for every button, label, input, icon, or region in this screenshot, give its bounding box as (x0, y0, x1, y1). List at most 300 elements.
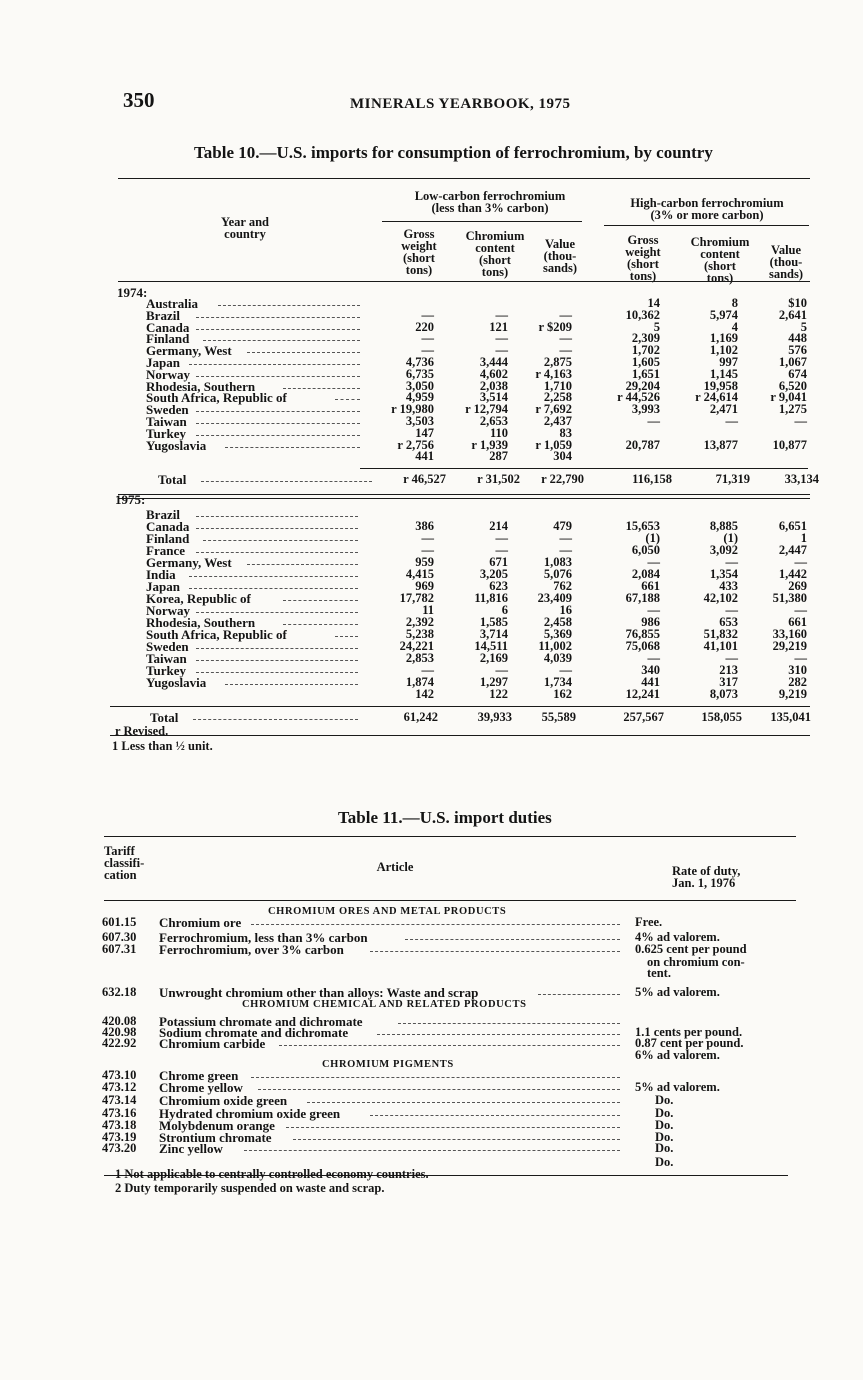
table-cell: 282 (788, 675, 807, 689)
article-name: Chromium ore (159, 915, 242, 930)
table10-high-carbon-header: High-carbon ferrochromium (3% or more carbon) (630, 196, 784, 222)
country-name: South Africa, Republic of (146, 390, 287, 406)
table-row (146, 331, 816, 347)
table-row (146, 531, 816, 544)
duty-rate: Do. (655, 1093, 674, 1107)
table-cell: — (794, 651, 807, 665)
table-row (146, 543, 816, 556)
table-cell: 661 (641, 579, 660, 593)
table-cell: 162 (553, 687, 572, 701)
table-cell: 2,437 (543, 414, 572, 428)
duty-rate: on chromium con- (647, 955, 745, 969)
table-row (102, 1141, 822, 1154)
tariff-code: 601.15 (102, 915, 137, 929)
table-cell: 2,641 (778, 307, 807, 322)
article-name: Chromium oxide green (159, 1093, 288, 1108)
table-cell: 15,653 (625, 519, 660, 533)
table-row (102, 1106, 822, 1119)
table-cell: 1,354 (709, 567, 738, 581)
dot-leader (307, 1102, 620, 1103)
table-cell: — (559, 343, 572, 358)
dot-leader (279, 1045, 620, 1046)
dot-leader (258, 1089, 620, 1090)
dot-leader (196, 612, 358, 613)
table-row (146, 591, 816, 604)
tariff-code: 422.92 (102, 1036, 137, 1050)
table-row (146, 603, 816, 616)
table10-total-1975-rule (110, 706, 810, 707)
table-cell: — (725, 651, 738, 665)
table-cell: 317 (719, 675, 738, 689)
article-name: Chrome green (159, 1068, 239, 1083)
table-cell: — (495, 307, 508, 322)
table11-header-rule (104, 900, 796, 901)
country-name: France (146, 543, 185, 558)
table-row (150, 710, 820, 723)
table-cell: r 9,041 (770, 390, 807, 405)
table-row (102, 1080, 822, 1093)
dot-leader (193, 719, 359, 720)
country-name: Turkey (146, 663, 186, 678)
duty-rate: 5% ad valorem. (635, 1080, 720, 1094)
table-cell: 1,605 (631, 355, 660, 369)
table-row (146, 519, 816, 532)
table-cell: r 19,980 (391, 402, 434, 417)
table-row (146, 343, 816, 359)
table-cell: 674 (788, 366, 807, 381)
table10-total-1974-rule (360, 468, 808, 469)
dot-leader (335, 636, 359, 637)
table-cell: 653 (719, 615, 738, 629)
dot-leader (225, 684, 358, 685)
table-cell: 14 (647, 296, 660, 310)
table-cell: 5,238 (405, 627, 434, 641)
country-name: Germany, West (146, 555, 232, 570)
table-row (146, 296, 816, 309)
table-row (146, 379, 816, 392)
table-cell: 67,188 (625, 591, 660, 605)
country-name: Sweden (146, 639, 189, 654)
table-cell: 5 (800, 319, 807, 334)
table-cell: (1) (723, 531, 738, 545)
dot-leader (189, 588, 359, 589)
dot-leader (247, 352, 360, 353)
table-cell: 61,242 (403, 710, 438, 724)
table10-header-rule (118, 281, 810, 282)
table11-col-tariff: Tariff classifi- cation (104, 844, 145, 882)
table11-col-article: Article (376, 860, 414, 874)
table-cell: 386 (415, 519, 434, 533)
table-cell: 214 (489, 519, 508, 533)
table-cell: — (495, 331, 508, 346)
tariff-code: 473.16 (102, 1106, 137, 1120)
article-name: Ferrochromium, less than 3% carbon (159, 930, 368, 945)
dot-leader (196, 552, 358, 553)
table-cell: 433 (719, 579, 738, 593)
table11-title: Table 11.—U.S. import duties (338, 808, 552, 827)
article-name: Sodium chromate and dichromate (159, 1025, 349, 1040)
duty-rate: 0.87 cent per pound. (635, 1036, 744, 1050)
table-row (102, 930, 822, 943)
dot-leader (203, 340, 360, 341)
table-cell: 5,369 (543, 627, 572, 641)
country-name: Sweden (146, 402, 189, 418)
dot-leader (244, 1150, 620, 1151)
table-cell: 762 (553, 579, 572, 593)
dot-leader (196, 435, 360, 436)
table-cell: 39,933 (477, 710, 512, 724)
table-cell: 71,319 (715, 472, 750, 486)
dot-leader (196, 528, 358, 529)
table-cell: 41,101 (703, 639, 738, 653)
dot-leader (196, 376, 360, 377)
table-cell: 158,055 (701, 710, 742, 724)
table11-col-rate: Rate of duty, Jan. 1, 1976 (672, 864, 741, 890)
table10-footnote-1: 1 Less than ½ unit. (112, 739, 213, 753)
country-name: Brazil (146, 507, 180, 522)
country-name: Germany, West (146, 343, 232, 359)
table-cell: 5,974 (709, 307, 738, 322)
dot-leader (196, 648, 358, 649)
table-cell: — (559, 663, 572, 677)
table-cell: — (495, 663, 508, 677)
table10-col-value-low: Value (thou- sands) (542, 237, 578, 275)
dot-leader (225, 447, 360, 448)
country-name: Yugoslavia (146, 675, 207, 690)
table-cell: 441 (415, 449, 434, 464)
tariff-code: 420.98 (102, 1025, 137, 1039)
table-cell: 19,958 (703, 378, 738, 393)
table-cell: 3,092 (709, 543, 738, 557)
country-name: Rhodesia, Southern (146, 615, 256, 630)
table-cell: $10 (788, 296, 807, 310)
dot-leader (218, 305, 360, 306)
table-cell: r 31,502 (477, 472, 520, 486)
table-row (146, 449, 816, 462)
table10-col-value-high: Value (thou- sands) (768, 243, 804, 281)
table-cell: 5 (653, 319, 660, 334)
table-cell: 29,219 (772, 639, 807, 653)
table-row (102, 966, 822, 979)
duty-rate: Do. (655, 1118, 674, 1132)
table11-footnote-1: 1 Not applicable to centrally controlled economy countries. (115, 1167, 429, 1181)
duty-rate: 5% ad valorem. (635, 985, 720, 999)
duty-rate: 4% ad valorem. (635, 930, 720, 944)
table10-col-chrom-low: Chromium content (short tons) (465, 229, 525, 279)
dot-leader (196, 411, 360, 412)
table-cell: 2,169 (479, 651, 508, 665)
table-cell: 6,651 (778, 519, 807, 533)
table-cell: 76,855 (625, 627, 660, 641)
table-row (146, 567, 816, 580)
table-cell: 1,145 (709, 366, 738, 381)
table-cell: 1,702 (631, 343, 660, 358)
country-name: Yugoslavia (146, 437, 207, 453)
table-cell: 576 (788, 343, 807, 358)
country-name: Rhodesia, Southern (146, 378, 256, 394)
dot-leader (370, 951, 620, 952)
table-cell: — (495, 543, 508, 557)
dot-leader (293, 1139, 620, 1140)
article-name: Molybdenum orange (159, 1118, 275, 1133)
table-cell: 6 (501, 603, 508, 617)
table10-title: Table 10.—U.S. imports for consumption of ferrochromium, by country (194, 143, 713, 162)
table-row (146, 507, 816, 520)
running-head: MINERALS YEARBOOK, 1975 (350, 96, 571, 112)
dot-leader (196, 672, 358, 673)
table-cell: — (421, 331, 434, 346)
table-row (102, 942, 822, 955)
table-cell: 213 (719, 663, 738, 677)
table11-section-pigments: CHROMIUM PIGMENTS (322, 1059, 454, 1070)
table-cell: — (647, 603, 660, 617)
table-cell: 1,083 (543, 555, 572, 569)
tariff-code: 473.19 (102, 1130, 137, 1144)
country-name: Norway (146, 366, 191, 382)
table-cell: 1,651 (631, 366, 660, 381)
country-name: Japan (146, 355, 180, 370)
table10-low-carbon-header: Low-carbon ferrochromium (less than 3% carbon) (414, 189, 566, 215)
table-cell: 33,160 (772, 627, 807, 641)
table-cell: 17,782 (399, 591, 434, 605)
table-cell: 220 (415, 319, 434, 334)
table-cell: 6,735 (405, 366, 434, 381)
table-cell: — (559, 331, 572, 346)
table-cell: 4,959 (405, 390, 434, 405)
dot-leader (196, 516, 358, 517)
table-row (146, 579, 816, 592)
table-cell: r 24,614 (695, 390, 738, 405)
table-cell: 448 (788, 331, 807, 346)
table11-footnote-2: 2 Duty temporarily suspended on waste and scrap. (115, 1181, 385, 1195)
table10-col-gross-high: Gross weight (short tons) (625, 233, 661, 283)
table-cell: 147 (415, 425, 434, 440)
table-cell: r 2,756 (397, 437, 434, 452)
table-cell: — (559, 531, 572, 545)
dot-leader (196, 660, 358, 661)
table-cell: 83 (559, 425, 572, 440)
table-cell: 29,204 (625, 378, 660, 393)
table-cell: — (647, 414, 660, 428)
table-cell: 4,736 (405, 355, 434, 369)
table-row (146, 355, 816, 368)
table-cell: — (647, 555, 660, 569)
table-cell: 4,602 (479, 366, 508, 381)
table-cell: — (725, 555, 738, 569)
dot-leader (286, 1127, 620, 1128)
table-cell: 122 (489, 687, 508, 701)
tariff-code: 473.20 (102, 1141, 137, 1155)
table10-footnote-revised: r Revised. (115, 724, 169, 738)
table-cell: 1,275 (778, 402, 807, 417)
table-row (146, 414, 816, 427)
table10-top-rule (118, 178, 810, 179)
table-cell: 11,002 (538, 639, 572, 653)
table-cell: 51,380 (772, 591, 807, 605)
table-cell: 33,134 (784, 472, 819, 486)
dot-leader (251, 1077, 620, 1078)
table-cell: 2,853 (405, 651, 434, 665)
table-cell: 986 (641, 615, 660, 629)
dot-leader (201, 481, 373, 482)
table-cell: — (421, 307, 434, 322)
table-row (146, 627, 816, 640)
table-cell: — (559, 307, 572, 322)
article-name: Ferrochromium, over 3% carbon (159, 942, 344, 957)
dot-leader (283, 388, 360, 389)
table-cell: 75,068 (625, 639, 660, 653)
table-cell: 671 (489, 555, 508, 569)
table-cell: 1,874 (405, 675, 434, 689)
table-cell: 1,442 (778, 567, 807, 581)
tariff-code: 607.31 (102, 942, 137, 956)
table-cell: 14,511 (474, 639, 508, 653)
table-cell: 55,589 (541, 710, 576, 724)
dot-leader (377, 1034, 620, 1035)
tariff-code: 420.08 (102, 1014, 137, 1028)
table-cell: 23,409 (537, 591, 572, 605)
country-name: Taiwan (146, 414, 187, 429)
table-cell: 8 (731, 296, 738, 310)
table-cell: 661 (788, 615, 807, 629)
table-row (102, 985, 822, 998)
table-cell: 959 (415, 555, 434, 569)
duty-rate: Do. (655, 1106, 674, 1120)
table11-section-chemical: CHROMIUM CHEMICAL AND RELATED PRODUCTS (242, 999, 527, 1010)
table-cell: — (495, 343, 508, 358)
table-cell: 3,514 (479, 390, 508, 405)
article-name: Unwrought chromium other than alloys: Waste and scrap (159, 985, 479, 1000)
table-cell: 2,084 (631, 567, 660, 581)
table-cell: 4,039 (543, 651, 572, 665)
table-cell: 10,877 (772, 437, 807, 452)
table-cell: 6,050 (631, 543, 660, 557)
dot-leader (196, 423, 360, 424)
table-cell: r 22,790 (541, 472, 584, 486)
country-name: Taiwan (146, 651, 187, 666)
table-cell: 142 (415, 687, 434, 701)
table10-mid-rule-a (118, 494, 810, 495)
table-row (146, 426, 816, 439)
table-cell: 2,653 (479, 414, 508, 428)
table-cell: 2,471 (709, 402, 738, 417)
table-cell: 997 (719, 355, 738, 369)
table-row (146, 390, 816, 406)
duty-rate: Do. (655, 1155, 674, 1169)
table-cell: 2,458 (543, 615, 572, 629)
table-cell: r 1,939 (471, 437, 508, 452)
table-cell: 310 (788, 663, 807, 677)
table-cell: 1,710 (543, 378, 572, 393)
table-row (102, 1068, 822, 1081)
duty-rate: 0.625 cent per pound (635, 942, 747, 956)
table-row (146, 675, 816, 688)
country-name: Korea, Republic of (146, 591, 251, 606)
country-name: Australia (146, 296, 198, 311)
table-row (102, 1093, 822, 1106)
table-cell: — (495, 531, 508, 545)
duty-rate: 1.1 cents per pound. (635, 1025, 743, 1039)
table10-stub-header: Year and country (220, 215, 270, 241)
table-row (146, 402, 816, 418)
table-cell: — (794, 603, 807, 617)
table-row (158, 472, 828, 485)
article-name: Chrome yellow (159, 1080, 243, 1095)
table-cell: 1,169 (709, 331, 738, 346)
table-row (146, 639, 816, 652)
table-cell: — (421, 543, 434, 557)
page-number: 350 (123, 88, 155, 112)
table-cell: 3,205 (479, 567, 508, 581)
table-cell: — (647, 651, 660, 665)
dot-leader (189, 364, 361, 365)
duty-rate: Free. (635, 915, 663, 929)
dot-leader (538, 994, 620, 995)
table-cell: 1,734 (543, 675, 572, 689)
table-row (146, 367, 816, 380)
table-cell: 51,832 (703, 627, 738, 641)
table-cell: 24,221 (399, 639, 434, 653)
tariff-code: 473.10 (102, 1068, 137, 1082)
table-row (102, 1118, 822, 1131)
table-row (146, 320, 816, 333)
table-cell: 5,076 (543, 567, 572, 581)
country-name: Brazil (146, 307, 180, 323)
country-name: South Africa, Republic of (146, 627, 287, 642)
table-cell: 3,714 (479, 627, 508, 641)
table-cell: 135,041 (770, 710, 811, 724)
table-cell: 42,102 (703, 591, 738, 605)
table-cell: — (794, 414, 807, 428)
table-cell: 110 (489, 425, 508, 440)
table-cell: 6,520 (778, 378, 807, 393)
table-cell: — (725, 603, 738, 617)
table-row (146, 555, 816, 568)
table-row (146, 663, 816, 676)
table-cell: — (725, 414, 738, 428)
table-cell: r 4,163 (535, 366, 572, 381)
table-cell: 11,816 (474, 591, 508, 605)
table-cell: (1) (645, 531, 660, 545)
table-cell: — (559, 543, 572, 557)
table-cell: 16 (559, 603, 572, 617)
country-name: Turkey (146, 425, 186, 441)
table-cell: 969 (415, 579, 434, 593)
table-cell: 287 (489, 449, 508, 464)
tariff-code: 473.14 (102, 1093, 137, 1107)
table-row (146, 687, 816, 700)
table-cell: 20,787 (625, 437, 660, 452)
table-cell: r 44,526 (617, 390, 660, 405)
table10-high-subrule (604, 225, 809, 226)
tariff-code: 473.18 (102, 1118, 137, 1132)
duty-rate: Do. (655, 1130, 674, 1144)
dot-leader (405, 939, 620, 940)
country-name: Canada (146, 519, 190, 534)
country-name: India (146, 567, 176, 582)
article-name: Hydrated chromium oxide green (159, 1106, 341, 1121)
table-row (146, 308, 816, 321)
table10-year-1974: 1974: (117, 285, 148, 300)
table-cell: 9,219 (778, 687, 807, 701)
table-cell: 623 (489, 579, 508, 593)
table-cell: 2,875 (543, 355, 572, 369)
country-name: Canada (146, 319, 190, 335)
table-cell: 4 (731, 319, 738, 334)
table-cell: 2,392 (405, 615, 434, 629)
table-cell: 121 (489, 319, 508, 334)
table-row (102, 1036, 822, 1049)
